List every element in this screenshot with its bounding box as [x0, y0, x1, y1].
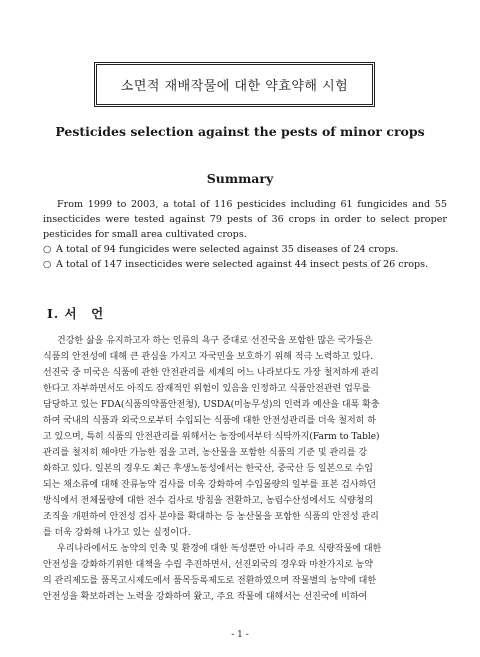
bullet-text: A total of 94 fungicides were selected against 35 diseases of 24 crops. — [56, 244, 399, 255]
text-line: 담당하고 있는 FDA(식품의약품안전청), USDA(미농무성)의 인력과 예산을 대폭 확충 — [43, 400, 380, 410]
text-line: 관리를 철저히 해야만 가능한 점을 고려, 농산물을 포함한 식품의 기준 및 관리를 강 — [43, 448, 368, 458]
text-line: 의 관리제도를 품목고시제도에서 품목등록제도로 전환하였으며 작물별의 농약에 대한 — [43, 576, 377, 586]
section-heading: Ⅰ. 서 언 — [47, 306, 105, 321]
text-line: 한다고 자부하면서도 아직도 잠재적인 위험이 있음을 인정하고 식품안전관련 업무를 — [43, 384, 371, 394]
introduction-text — [43, 333, 445, 605]
text-line: 조직을 개편하여 안전성 검사 분야를 확대하는 등 농산물을 포함한 식품의 안전성 관리 — [43, 512, 379, 522]
korean-title: 소면적 재배작물에 대한 약효약해 시험 — [120, 79, 349, 94]
korean-title-box — [94, 62, 375, 107]
summary-bullet — [43, 242, 447, 257]
page-number: - 1 - — [231, 630, 249, 640]
text-line: 건강한 삶을 유지하고자 하는 인류의 욕구 증대로 선진국을 포함한 많은 국가들은 — [57, 336, 373, 346]
text-line: 하여 국내의 식품과 외국으로부터 수입되는 식품에 대한 안전성관리를 더욱 철저히 하 — [43, 416, 376, 426]
bullet-text: A total of 147 insecticides were selected against 44 insect pests of 26 crops. — [56, 259, 429, 270]
summary-heading: Summary — [206, 171, 274, 186]
text-line: 고 있으며, 특히 식품의 안전관리를 위해서는 농장에서부터 식탁까지(Farm to Table) — [43, 432, 380, 442]
text-line: 방식에서 전체물량에 대한 전수 검사로 방침을 전환하고, 농림수산성에서도 식량청의 — [43, 496, 374, 506]
english-title: Pesticides selection against the pests of minor crops — [55, 124, 425, 139]
text-line: 를 더욱 강화해 나가고 있는 실정이다. — [43, 528, 191, 538]
summary-paragraph: From 1999 to 2003, a total of 116 pesticides including 61 fungicides and 55 insecticides were tested against 79 pests of 36 crops in order to select proper pesticides for small area cultivated crops. — [43, 199, 447, 240]
text-line: 되는 채소류에 대해 잔류농약 검사를 더욱 강화하여 수입물량의 일부를 표본 검사하던 — [43, 480, 376, 490]
summary-body — [43, 197, 447, 272]
text-line: 식품의 안전성에 대해 큰 관심을 가지고 자국민을 보호하기 위해 적극 노력하고 있다. — [43, 352, 373, 362]
circle-bullet-icon: ○ — [43, 259, 52, 270]
circle-bullet-icon: ○ — [43, 244, 52, 255]
text-line: 안전성을 강화하기위한 대책을 수립 추진하면서, 선진외국의 경우와 마찬가지로 농약 — [43, 560, 374, 570]
text-line: 화하고 있다. 일본의 경우도 최근 후생노동성에서는 한국산, 중국산 등 일본으로 수입 — [43, 464, 373, 474]
text-line: 선진국 중 미국은 식품에 관한 안전관리를 세계의 어느 나라보다도 가장 철저하게 관리 — [43, 368, 379, 378]
summary-bullet — [43, 257, 447, 272]
text-line: 안전성을 확보하려는 노력을 강화하여 왔고, 주요 작물에 대해서는 선진국에 비하여 — [43, 592, 368, 602]
text-line: 우리나라에서도 농약의 인축 및 환경에 대한 독성뿐만 아니라 주요 식량작물에 대한 — [57, 544, 382, 554]
